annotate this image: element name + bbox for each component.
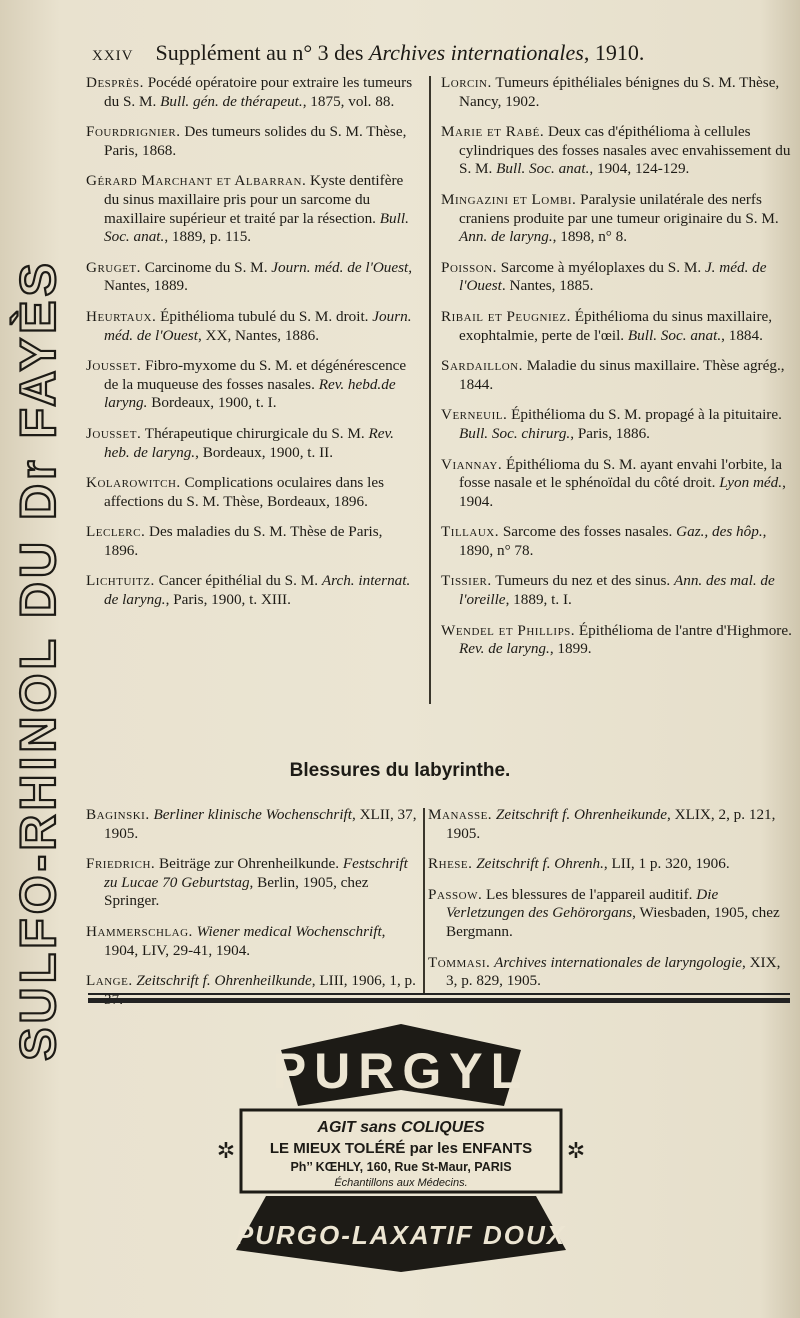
citation-source: Ann. de laryng. <box>459 228 553 246</box>
citation-text: Paralysie unilatérale des nerfs craniens produite par une tumeur originaire du S. M. <box>459 190 779 227</box>
citation-author: Viannay. <box>441 455 503 473</box>
citation-details: , XLIX, 2, p. 121, 1905. <box>446 806 776 842</box>
citation-entry <box>86 923 418 960</box>
citation-text: Sarcome des fosses nasales. <box>499 523 677 541</box>
citation-entry <box>86 855 418 911</box>
citation-details: , 1889, t. I. <box>505 591 572 609</box>
spine-advertisement <box>0 0 76 1318</box>
citation-details: , LIII, 1906, 1, p. <box>311 972 416 990</box>
citation-entry <box>441 74 793 111</box>
citation-author: Tissier. <box>441 572 492 590</box>
citation-author: Gérard Marchant et Albarran. <box>86 172 307 190</box>
citation-source: J. méd. de l'Ouest <box>459 258 767 295</box>
purgyl-advertisement <box>186 1018 616 1288</box>
citation-author: Desprès. <box>86 74 144 91</box>
citation-author: Tillaux. <box>441 523 500 541</box>
citation-details: , Berlin, 1905, chez Springer. <box>104 873 369 910</box>
citation-entry <box>428 886 790 942</box>
ad-line-2: LE MIEUX TOLÉRÉ par les ENFANTS <box>269 1140 533 1157</box>
citation-text: Pocédé opératoire pour extraire les tumeurs du S. M. <box>104 74 413 110</box>
citation-entry <box>441 622 793 659</box>
citation-details: Bordeaux, 1900, t. I. <box>147 394 277 412</box>
citation-source: Bull. Soc. chirurg. <box>459 424 571 442</box>
citation-source: Gaz., des hôp. <box>676 523 763 541</box>
citation-source: Wiener medical Wochenschrift <box>196 922 382 940</box>
citation-text: Épithélioma de l'antre d'Highmore. <box>575 621 792 639</box>
page-header <box>92 40 792 66</box>
citation-entry <box>86 806 418 843</box>
citation-source: Die Verletzungen des Gehörorgans <box>446 885 719 922</box>
ad-line-1: AGIT sans COLIQUES <box>317 1119 485 1136</box>
citation-source: Journ. méd. de l'Ouest <box>271 258 409 276</box>
citation-details: , LII, 1 p. 320, 1906. <box>603 855 730 873</box>
header-year: , 1910. <box>583 40 645 65</box>
citation-entry <box>86 74 418 111</box>
ad-line-3: Ph’’ KŒHLY, 160, Rue St-Maur, PARIS <box>290 1160 512 1174</box>
ad-brand: PURGYL <box>272 1043 530 1099</box>
citation-details: , 1904, LIV, 29-41, 1904. <box>104 922 386 959</box>
citation-details: , 1904, 124-129. <box>589 160 690 178</box>
citation-author: Baginski. <box>86 806 150 823</box>
citation-entry <box>86 523 418 560</box>
citation-source: Bull. gén. de thérapeut. <box>160 92 303 110</box>
column-divider <box>423 808 425 994</box>
citation-author: Poisson. <box>441 258 497 276</box>
citation-author: Ribail et Peugniez. <box>441 307 571 325</box>
citation-details: , 1890, n° 78. <box>459 523 767 559</box>
citation-entry <box>441 123 793 179</box>
citation-text: Des maladies du S. M. Thèse de Paris, 1896. <box>104 523 383 559</box>
citation-author: Lichtuitz. <box>86 572 155 590</box>
citation-entry <box>86 172 418 246</box>
citation-entry <box>86 474 418 511</box>
citation-details: , 1884. <box>721 326 763 344</box>
citation-text: Des tumeurs solides du S. M. Thèse, Paris, 1868. <box>104 123 407 159</box>
citation-author: Jousset. <box>86 424 142 442</box>
citation-author: Sardaillon. <box>441 357 523 375</box>
citation-source: Zeitschrift f. Ohrenheikunde <box>495 806 668 823</box>
citation-text: Tumeurs du nez et des sinus. <box>491 572 674 590</box>
citation-source: Archives internationales de laryngologie <box>494 953 742 971</box>
citation-entry <box>428 806 790 843</box>
citation-author: Friedrich. <box>86 855 156 873</box>
citation-details: , Bordeaux, 1900, t. II. <box>195 443 334 461</box>
citation-text: Fibro-myxome du S. M. et dégénérescence de la muqueuse des fosses nasales. <box>104 357 407 393</box>
citation-entry <box>86 572 418 609</box>
citation-author: Wendel et Phillips. <box>441 621 576 639</box>
citation-source: Rev. de laryng. <box>459 640 550 658</box>
citation-source: Bull. Soc. anat. <box>627 326 722 344</box>
citation-entry <box>86 123 418 160</box>
citation-details: , Paris, 1900, t. XIII. <box>165 591 291 609</box>
labyrinth-bibliography-left <box>86 806 418 1021</box>
citation-details: , XX, Nantes, 1886. <box>197 326 319 344</box>
citation-details: , 1875, vol. 88. <box>302 92 395 110</box>
header-text: Supplément au n° 3 des <box>155 40 369 65</box>
citation-author: Kolarowitch. <box>86 474 181 492</box>
citation-entry <box>86 357 418 413</box>
citation-author: Gruget. <box>86 258 141 276</box>
section-title: Blessures du labyrinthe. <box>289 760 511 781</box>
rule-thick <box>88 998 790 1003</box>
page-number: XXIV <box>92 48 134 64</box>
citation-entry <box>441 308 793 345</box>
citation-author: Lange. <box>86 972 133 990</box>
citation-text: Épithélioma du sinus maxillaire, exophtalmie, perte de l'œil. <box>459 307 773 344</box>
labyrinth-bibliography-right <box>428 806 790 1003</box>
citation-source: Bull. Soc. anat. <box>104 209 409 246</box>
citation-author: Mingazini et Lombi. <box>441 190 577 208</box>
sinus-bibliography-right <box>441 74 793 671</box>
citation-author: Fourdrignier. <box>86 123 181 141</box>
citation-entry <box>428 855 790 874</box>
citation-entry <box>86 972 418 1009</box>
citation-source: Berliner klinische Wochenschrift <box>153 806 352 823</box>
citation-author: Verneuil. <box>441 406 508 424</box>
citation-details: , Paris, 1886. <box>570 424 650 442</box>
citation-author: Manasse. <box>428 806 493 823</box>
citation-author: Marie et Rabé. <box>441 123 545 141</box>
citation-entry <box>441 259 793 296</box>
citation-text: Kyste dentifère du sinus maxillaire pris pour un sarcome du maxillaire supérieur et traité par la résection. <box>104 172 404 227</box>
citation-text: Cancer épithélial du S. M. <box>154 572 322 590</box>
ad-product-name: PURGO-LAXATIF DOUX <box>235 1220 567 1250</box>
sinus-bibliography-left <box>86 74 418 622</box>
header-journal: Archives internationales <box>369 40 584 65</box>
citation-author: Passow. <box>428 885 483 903</box>
citation-source: Zeitschrift f. Ohrenheilkunde <box>136 972 312 990</box>
citation-details: . Nantes, 1885. <box>501 277 594 295</box>
citation-entry <box>441 406 793 443</box>
citation-entry <box>86 308 418 345</box>
citation-text: Épithélioma du S. M. propagé à la pituitaire. <box>507 406 782 424</box>
citation-text: Beiträge zur Ohrenheilkunde. <box>155 855 343 873</box>
citation-text: Complications oculaires dans les affections du S. M. Thèse, Bordeaux, 1896. <box>104 474 385 510</box>
star-icon: ✲ <box>216 1138 236 1163</box>
citation-source: Lyon méd. <box>719 474 783 492</box>
citation-details: , XIX, 3, p. 829, 1905. <box>446 953 781 990</box>
citation-details: , 1899. <box>549 640 592 658</box>
citation-entry <box>441 357 793 394</box>
citation-author: Hammerschlag. <box>86 922 193 940</box>
citation-entry <box>441 572 793 609</box>
citation-source: Bull. Soc. anat. <box>496 160 590 178</box>
citation-text: Maladie du sinus maxillaire. Thèse agrég., 1844. <box>459 357 785 393</box>
citation-author: Lorcin. <box>441 74 492 91</box>
rule-top <box>88 993 790 995</box>
citation-source: Zeitschrift f. Ohrenh. <box>476 855 604 873</box>
citation-entry <box>441 456 793 512</box>
citation-author: Tommasi. <box>428 953 491 971</box>
citation-entry <box>441 191 793 247</box>
citation-source: Rev. heb. de laryng. <box>104 424 394 461</box>
citation-source: Rev. hebd.de laryng. <box>104 375 396 412</box>
citation-details: , 1889, p. 115. <box>164 228 252 246</box>
citation-entry <box>441 523 793 560</box>
citation-text: Tumeurs épithéliales bénignes du S. M. Thèse, Nancy, 1902. <box>459 74 780 110</box>
citation-author: Rhese. <box>428 855 473 873</box>
citation-author: Jousset. <box>86 357 142 375</box>
citation-details: , Wiesbaden, 1905, chez Bergmann. <box>446 904 780 940</box>
citation-text: Deux cas d'épithélioma à cellules cylindriques des fosses nasales avec envahissement du S. M. <box>459 123 791 178</box>
citation-details: , 1898, n° 8. <box>552 228 628 246</box>
citation-details: , XLII, 37, 1905. <box>104 806 417 842</box>
citation-author: Heurtaux. <box>86 307 157 325</box>
citation-source: Arch. internat. de laryng. <box>104 572 411 609</box>
citation-text: Épithélioma du S. M. ayant envahi l'orbite, la fosse nasale et le sphénoïdal du côté droit. <box>459 455 782 492</box>
spine-text: SULFO-RHINOL DU Dr FAYÈS <box>10 259 66 1061</box>
citation-details: , Nantes, 1889. <box>104 258 413 295</box>
star-icon: ✲ <box>566 1138 586 1163</box>
citation-text: Carcinome du S. M. <box>140 258 272 276</box>
citation-source: Festschrift zu Lucae 70 Geburtstag <box>104 855 408 891</box>
citation-author: Leclerc. <box>86 523 146 541</box>
citation-details: , 1904. <box>459 474 786 510</box>
citation-entry <box>86 259 418 296</box>
citation-text: Sarcome à myéloplaxes du S. M. <box>496 258 705 276</box>
citation-source: Ann. des mal. de l'oreille <box>459 572 775 609</box>
column-divider <box>429 76 431 704</box>
citation-entry <box>86 425 418 462</box>
citation-source: Journ. méd. de l'Ouest <box>104 307 412 344</box>
citation-text: Épithélioma tubulé du S. M. droit. <box>156 307 373 325</box>
citation-text: Thérapeutique chirurgicale du S. M. <box>141 424 369 442</box>
ad-line-4: Échantillons aux Médecins. <box>334 1177 468 1189</box>
citation-text: Les blessures de l'appareil auditif. <box>482 885 697 903</box>
citation-entry <box>428 954 790 991</box>
